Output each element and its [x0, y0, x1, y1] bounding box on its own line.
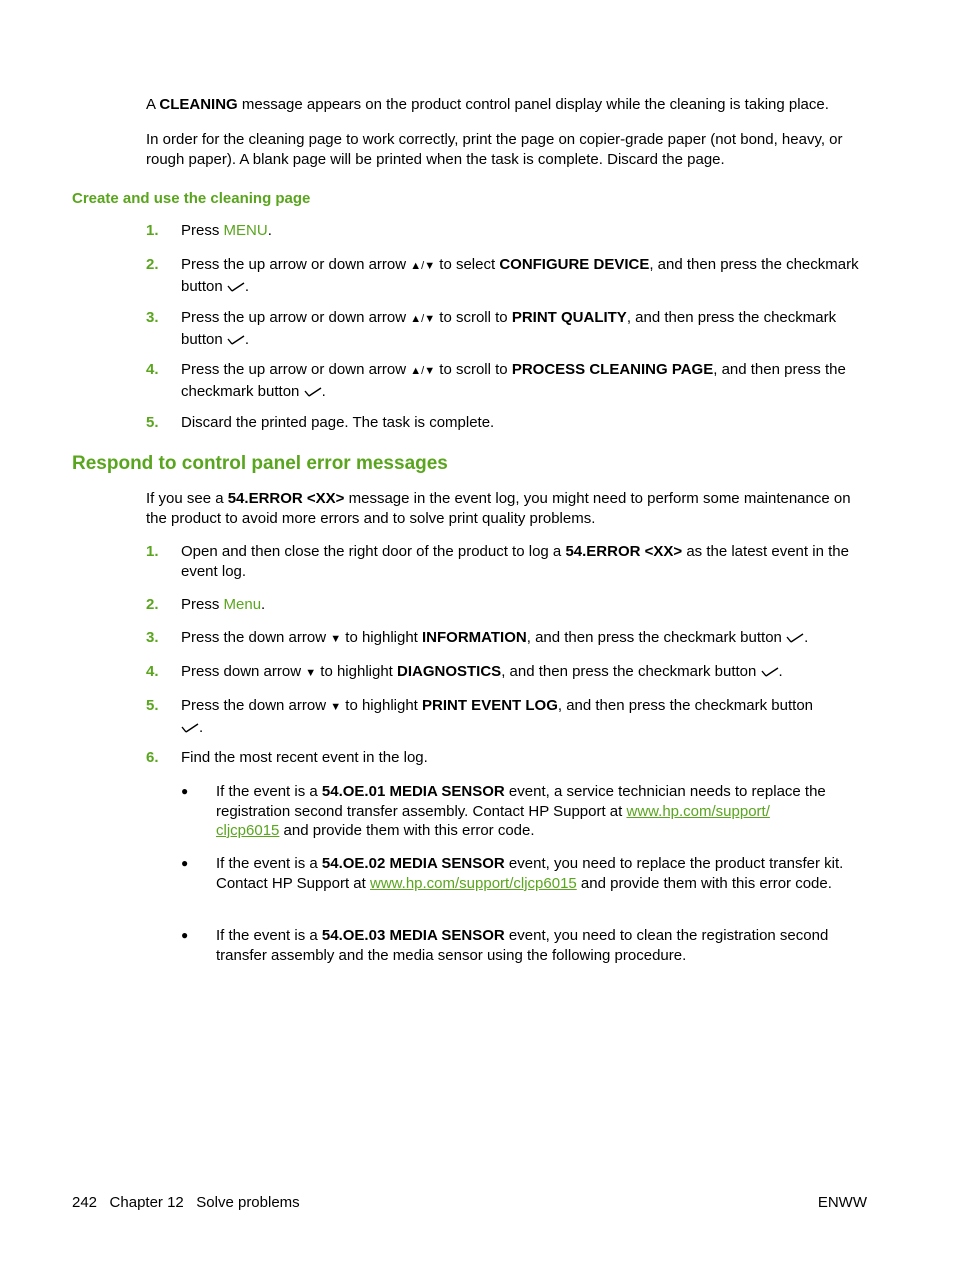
- menu-label: Menu: [223, 596, 262, 613]
- support-link[interactable]: cljcp6015: [216, 822, 280, 839]
- step-text-part: Press the up arrow or down arrow: [181, 361, 411, 378]
- menu-item-name: PRINT EVENT LOG: [422, 697, 558, 714]
- checkmark-icon: [227, 335, 245, 345]
- cleaning-message-paragraph: [146, 95, 870, 115]
- down-arrow-icon: ▼: [305, 667, 317, 679]
- step-number: 3.: [146, 309, 159, 326]
- step-text-part: , and then press the checkmark button: [181, 309, 837, 348]
- section-subheading: Create and use the cleaning page: [72, 190, 311, 207]
- chapter-title: Solve problems: [196, 1194, 300, 1211]
- page-footer-right: ENWW: [817, 1194, 867, 1211]
- step-number: 1.: [146, 222, 159, 239]
- para-text: If you see a: [146, 490, 228, 507]
- step-text-part: .: [267, 222, 272, 239]
- step-number: 3.: [146, 629, 159, 646]
- error-code: 54.OE.03 MEDIA SENSOR: [321, 927, 505, 944]
- para-text: message appears on the product control panel display while the cleaning is taking place.: [237, 96, 829, 113]
- checkmark-icon: [181, 723, 199, 733]
- period: .: [804, 629, 809, 646]
- checkmark-icon: [304, 387, 322, 397]
- step-number: 4.: [146, 663, 159, 680]
- bullet-text: [216, 854, 870, 893]
- support-link[interactable]: www.hp.com/support/cljcp6015: [369, 874, 577, 892]
- step-text-part: Press the up arrow or down arrow: [181, 256, 411, 273]
- step-number: 2.: [146, 596, 159, 613]
- section-heading: Respond to control panel error messages: [72, 453, 448, 474]
- bullet-text-part: and provide them with this error code.: [279, 822, 535, 839]
- step-text-part: Press the down arrow: [181, 697, 331, 714]
- bullet-text-part: If the event is a: [216, 855, 322, 872]
- checkmark-icon: [227, 282, 245, 292]
- chapter-label: Chapter 12: [109, 1194, 184, 1211]
- para-text: A: [146, 96, 160, 113]
- step-text-part: Press: [181, 222, 224, 239]
- paper-requirement-paragraph: In order for the cleaning page to work correctly, print the page on copier-grade paper (not bond, heavy, or rough paper). A blank page will be printed when the task is complete. Discard the page.: [146, 131, 843, 168]
- step-number: 2.: [146, 256, 159, 273]
- para-bold: CLEANING: [159, 96, 238, 113]
- support-link[interactable]: www.hp.com/support/: [626, 802, 770, 820]
- step-text-part: , and then press the checkmark button: [181, 256, 859, 295]
- step-text-part: Open and then close the right door of the product to log a: [181, 543, 566, 560]
- step-text: [181, 360, 870, 401]
- step-text: [181, 221, 870, 241]
- bullet-text: [216, 926, 870, 965]
- step-number: 5.: [146, 414, 159, 431]
- step-text-part: Press the up arrow or down arrow: [181, 309, 411, 326]
- step-number: 1.: [146, 543, 159, 560]
- menu-item-name: PRINT QUALITY: [511, 309, 627, 326]
- step-text-part: Press down arrow: [181, 663, 306, 680]
- bullet-text-part: and provide them with this error code.: [576, 874, 832, 892]
- step-text-part: , and then press the checkmark button: [557, 697, 814, 714]
- step-number: 6.: [146, 749, 159, 766]
- step-text: [181, 595, 870, 615]
- step-text-part: .: [261, 596, 266, 613]
- bullet-icon: ●: [181, 856, 189, 870]
- up-down-arrow-icon: ▲/▼: [410, 260, 436, 272]
- error-code: 54.OE.02 MEDIA SENSOR: [321, 855, 505, 872]
- step-number: 5.: [146, 697, 159, 714]
- step-text-part: to highlight: [341, 697, 423, 714]
- step-text: [181, 662, 870, 684]
- step-text-part: to select: [435, 256, 500, 273]
- up-down-arrow-icon: ▲/▼: [410, 365, 436, 377]
- step-text: [181, 696, 870, 737]
- step-text-part: , and then press the checkmark button: [181, 361, 846, 400]
- step-text-part: Press the down arrow: [181, 629, 331, 646]
- error-code: 54.ERROR <XX>: [565, 543, 683, 560]
- menu-item-name: DIAGNOSTICS: [397, 663, 502, 680]
- step-text-part: as the latest event in the event log.: [181, 543, 849, 580]
- bullet-text-part: event, you need to clean the registration second transfer assembly and the media sensor using the following procedure.: [216, 927, 829, 964]
- step-text-part: to highlight: [316, 663, 397, 680]
- down-arrow-icon: ▼: [330, 633, 342, 645]
- bullet-text: [216, 782, 870, 841]
- down-arrow-icon: ▼: [330, 701, 342, 713]
- step-text-part: , and then press the checkmark button: [501, 663, 761, 680]
- checkmark-icon: [786, 633, 804, 643]
- step-text-part: Press: [181, 596, 224, 613]
- period: .: [244, 330, 250, 348]
- step-text-part: to scroll to: [435, 361, 512, 378]
- period: .: [778, 663, 783, 680]
- menu-item-name: INFORMATION: [422, 629, 527, 646]
- step-text-part: to highlight: [341, 629, 423, 646]
- step-text: [181, 542, 870, 581]
- step-text: [181, 628, 870, 650]
- checkmark-icon: [761, 667, 779, 677]
- bullet-text-part: event, a service technician needs to replace the registration second transfer assembly. Contact HP Support at: [216, 783, 826, 820]
- up-down-arrow-icon: ▲/▼: [410, 313, 436, 325]
- step-text-part: , and then press the checkmark button: [526, 629, 787, 646]
- error-code: 54.OE.01 MEDIA SENSOR: [321, 783, 505, 800]
- step-text: [181, 308, 870, 349]
- step-number: 4.: [146, 361, 159, 378]
- period: .: [199, 718, 204, 736]
- period: .: [321, 382, 326, 400]
- bullet-text-part: If the event is a: [216, 783, 322, 800]
- page-footer-left: [72, 1193, 300, 1213]
- step-text: [181, 255, 870, 296]
- step-text: Find the most recent event in the log.: [181, 749, 428, 766]
- menu-item-name: CONFIGURE DEVICE: [499, 256, 650, 273]
- error-intro-paragraph: [146, 489, 870, 528]
- bullet-text-part: If the event is a: [216, 927, 322, 944]
- page-number: 242: [72, 1194, 98, 1211]
- bullet-icon: ●: [181, 784, 189, 798]
- para-text: message in the event log, you might need to perform some maintenance on the product to avoid more errors and to solve print quality problems.: [146, 490, 851, 527]
- error-code: 54.ERROR <XX>: [227, 490, 345, 507]
- bullet-icon: ●: [181, 928, 189, 942]
- menu-label: MENU: [223, 222, 268, 239]
- step-text: Discard the printed page. The task is complete.: [181, 414, 495, 431]
- step-text-part: to scroll to: [435, 309, 512, 326]
- bullet-text-part: event, you need to replace the product transfer kit. Contact HP Support at: [216, 855, 844, 892]
- period: .: [244, 277, 250, 295]
- menu-item-name: PROCESS CLEANING PAGE: [511, 361, 714, 378]
